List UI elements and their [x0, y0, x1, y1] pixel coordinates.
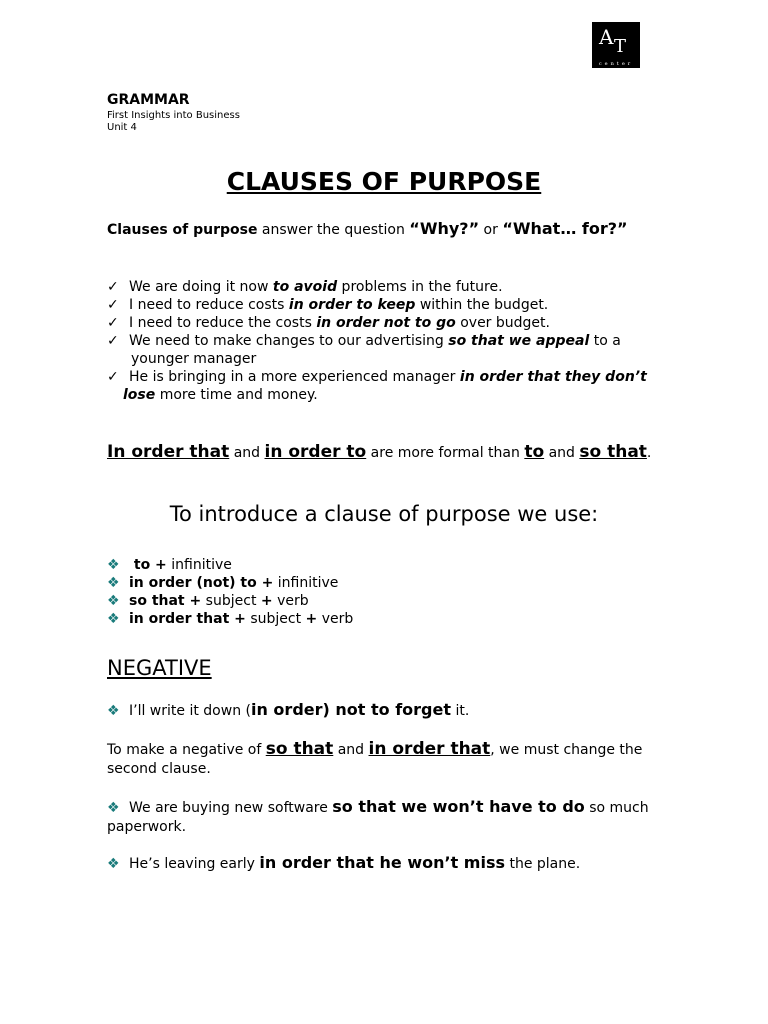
pattern-key: + [305, 611, 318, 627]
example-key: in order) not to forget [250, 700, 451, 719]
pattern-text: infinitive [273, 575, 339, 591]
pattern-list [107, 556, 353, 628]
example-text: problems in the future. [337, 279, 503, 295]
example-key: so that we appeal [448, 333, 590, 349]
pattern-key: in order (not) to + [129, 575, 274, 591]
page-title: CLAUSES OF PURPOSE [226, 167, 542, 196]
diamond-bullet-icon: ❖ [107, 856, 120, 872]
pattern-text: subject [245, 611, 306, 627]
list-item [107, 368, 667, 386]
pattern-text: subject [201, 593, 261, 609]
list-item [107, 314, 667, 332]
list-item [107, 332, 667, 350]
pattern-key: + [260, 593, 273, 609]
list-item-continuation [107, 386, 667, 404]
formal-term: in order to [264, 442, 367, 462]
example-key: to avoid [272, 279, 338, 295]
list-item [107, 592, 353, 610]
check-icon: ✓ [107, 279, 119, 295]
negative-example-3 [107, 854, 580, 873]
section-label: GRAMMAR [107, 92, 190, 108]
example-key: in order that he won’t miss [259, 853, 505, 872]
example-text: so much paperwork. [107, 800, 649, 835]
example-text: He’s leaving early [129, 856, 260, 872]
pattern-key: to + [129, 557, 167, 573]
example-key: lose [123, 387, 156, 403]
diamond-bullet-icon: ❖ [107, 575, 120, 591]
list-item [107, 610, 353, 628]
example-text: it. [451, 703, 470, 719]
section-intro: To introduce a clause of purpose we use: [169, 502, 599, 526]
example-text: to a [589, 333, 621, 349]
definition-text: answer the question [257, 222, 410, 238]
example-key: in order not to go [316, 315, 456, 331]
definition-term: Clauses of purpose [107, 222, 258, 238]
example-text: more time and money. [155, 387, 318, 403]
example-text: I’ll write it down ( [129, 703, 251, 719]
list-item [107, 556, 353, 574]
diamond-bullet-icon: ❖ [107, 703, 120, 719]
logo-subtext: center [598, 61, 634, 67]
list-item-continuation: younger manager [131, 351, 257, 367]
formal-text: and [229, 445, 265, 461]
rule-text: and [333, 742, 369, 758]
negative-example-2 [107, 797, 667, 837]
pattern-text: verb [272, 593, 309, 609]
diamond-bullet-icon: ❖ [107, 800, 120, 816]
rule-term: in order that [368, 739, 491, 759]
formal-term: so that [579, 442, 647, 462]
pattern-key: so that + [129, 593, 202, 609]
example-text: the plane. [505, 856, 581, 872]
check-icon: ✓ [107, 297, 119, 313]
example-text: within the budget. [415, 297, 549, 313]
example-text: We are doing it now [129, 279, 273, 295]
example-text: over budget. [455, 315, 550, 331]
unit-label: Unit 4 [107, 122, 137, 133]
diamond-bullet-icon: ❖ [107, 611, 120, 627]
pattern-text: infinitive [166, 557, 232, 573]
formal-term: to [524, 442, 545, 462]
logo-letter-a: A [599, 25, 614, 49]
list-item [107, 574, 353, 592]
negative-example-1 [107, 701, 469, 720]
check-icon: ✓ [107, 333, 119, 349]
example-text: I need to reduce costs [129, 297, 289, 313]
pattern-text: verb [317, 611, 354, 627]
logo-letter-t: T [614, 36, 627, 57]
definition [107, 219, 667, 240]
formality-note [107, 441, 667, 464]
at-center-logo [592, 22, 640, 68]
example-text: I need to reduce the costs [129, 315, 317, 331]
example-key: in order to keep [288, 297, 416, 313]
negative-rule [107, 740, 667, 779]
book-title: First Insights into Business [107, 110, 240, 121]
formal-text: are more formal than [366, 445, 525, 461]
rule-term: so that [265, 739, 334, 759]
example-list [107, 278, 667, 404]
rule-text: , we must change the second clause. [107, 742, 643, 777]
check-icon: ✓ [107, 369, 119, 385]
rule-text: To make a negative of [107, 742, 266, 758]
formal-text: and [544, 445, 580, 461]
example-key: so that we won’t have to do [332, 797, 585, 816]
diamond-bullet-icon: ❖ [107, 593, 120, 609]
formal-term: In order that [107, 442, 230, 462]
question-why: “Why?” [409, 219, 480, 238]
example-key: in order that they don’t [459, 369, 647, 385]
example-text: He is bringing in a more experienced manager [129, 369, 460, 385]
definition-or: or [479, 222, 503, 238]
pattern-key: in order that + [129, 611, 246, 627]
example-text: We are buying new software [129, 800, 333, 816]
example-text: We need to make changes to our advertising [129, 333, 449, 349]
check-icon: ✓ [107, 315, 119, 331]
question-what-for: “What… for?” [502, 219, 628, 238]
list-item [107, 296, 667, 314]
diamond-bullet-icon: ❖ [107, 557, 120, 573]
negative-heading: NEGATIVE [107, 656, 212, 680]
formal-text: . [646, 445, 652, 461]
list-item [107, 278, 667, 296]
